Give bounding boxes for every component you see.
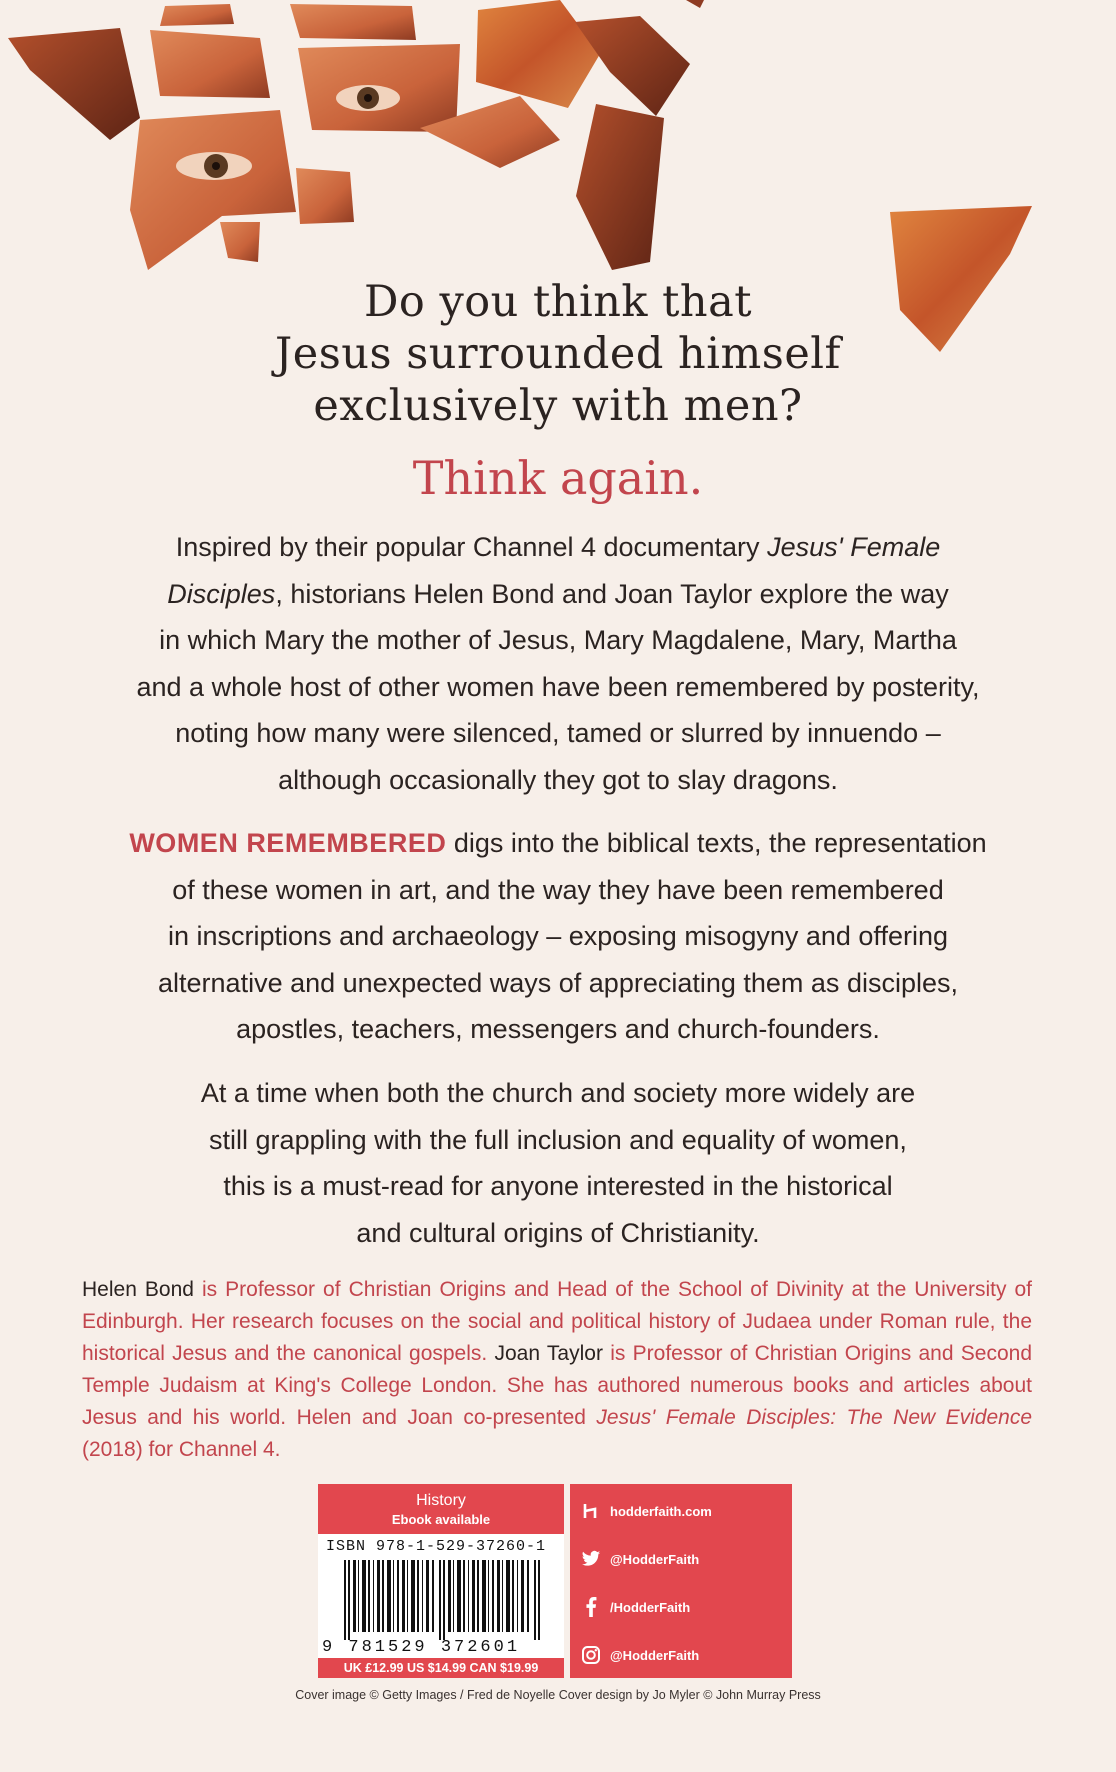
instagram-link[interactable]: @HodderFaith — [580, 1640, 699, 1670]
shard — [296, 168, 354, 224]
shard — [130, 110, 296, 270]
headline-line: Jesus surrounded himself — [275, 329, 841, 379]
shard — [576, 104, 664, 270]
price-list: UK £12.99 US $14.99 CAN $19.99 — [318, 1658, 564, 1678]
blurb-paragraph-3: At a time when both the church and society more widely are still grappling with the full inclusion and equality of women, this is a must-read for anyone interested in the historical and cultural origins of Christianity. — [200, 1078, 916, 1248]
author-name: Joan Taylor — [494, 1342, 603, 1365]
shard — [150, 30, 270, 98]
twitter-link[interactable]: @HodderFaith — [580, 1544, 699, 1574]
website-link[interactable]: hodderfaith.com — [580, 1496, 712, 1526]
shard — [8, 28, 140, 140]
instagram-icon — [580, 1644, 602, 1666]
shard — [476, 0, 600, 108]
facebook-link[interactable]: /HodderFaith — [580, 1592, 690, 1622]
social-links-box — [570, 1484, 792, 1678]
headline-line: Do you think that — [363, 277, 753, 327]
author-name: Helen Bond — [82, 1278, 194, 1301]
barcode-icon — [344, 1560, 544, 1640]
shard — [290, 4, 416, 40]
book-title: WOMEN REMEMBERED — [129, 828, 447, 858]
barcode-digits: 9 781529 372601 — [322, 1638, 521, 1657]
blurb-paragraph-2: WOMEN REMEMBERED digs into the biblical texts, the representation of these women in art, and the way they have been remembered in inscriptions and archaeology – exposing misogyny and offering alternative and unexpected ways of appreciating them as disciples, apostles, teachers, messengers and church-founders. — [129, 828, 987, 1044]
shard — [160, 4, 234, 26]
facebook-icon — [580, 1596, 602, 1618]
headline — [0, 276, 1116, 432]
author-bio: Helen Bond is Professor of Christian Origins and Head of the School of Divinity at the University of Edinburgh. Her research focuses on the social and political history of Judaea under Roman rule, the historical Jesus and the canonical gospels. Joan Taylor is Professor of Christian Origins and Second Temple Judaism at King's College London. She has authored numerous books and articles about Jesus and his world. Helen and Joan co-presented Jesus' Female Disciples: The New Evidence (2018) for Channel 4. — [82, 1278, 1033, 1461]
blurb-paragraph-1: Inspired by their popular Channel 4 documentary Jesus' Female Disciples, historians Helen Bond and Joan Taylor explore the way in which Mary the mother of Jesus, Mary Magdalene, Mary, Martha and a whole host of other women have been remembered by posterity, noting how many were silenced, tamed or slurred by innuendo – although occasionally they got to slay dragons. — [136, 532, 980, 795]
category-header — [318, 1484, 564, 1534]
ebook-label: Ebook available — [391, 1512, 491, 1527]
shard — [220, 222, 260, 262]
shard — [686, 0, 704, 8]
twitter-icon — [580, 1548, 602, 1570]
category-label: History — [416, 1492, 466, 1509]
headline-line: exclusively with men? — [313, 381, 803, 431]
barcode-price-box — [318, 1484, 564, 1678]
tagline: Think again. — [412, 451, 704, 505]
publisher-h-icon — [580, 1500, 602, 1522]
isbn-number: ISBN 978-1-529-37260-1 — [326, 1538, 547, 1555]
cover-credits: Cover image © Getty Images / Fred de Noyelle Cover design by Jo Myler © John Murray Press — [295, 1688, 821, 1702]
